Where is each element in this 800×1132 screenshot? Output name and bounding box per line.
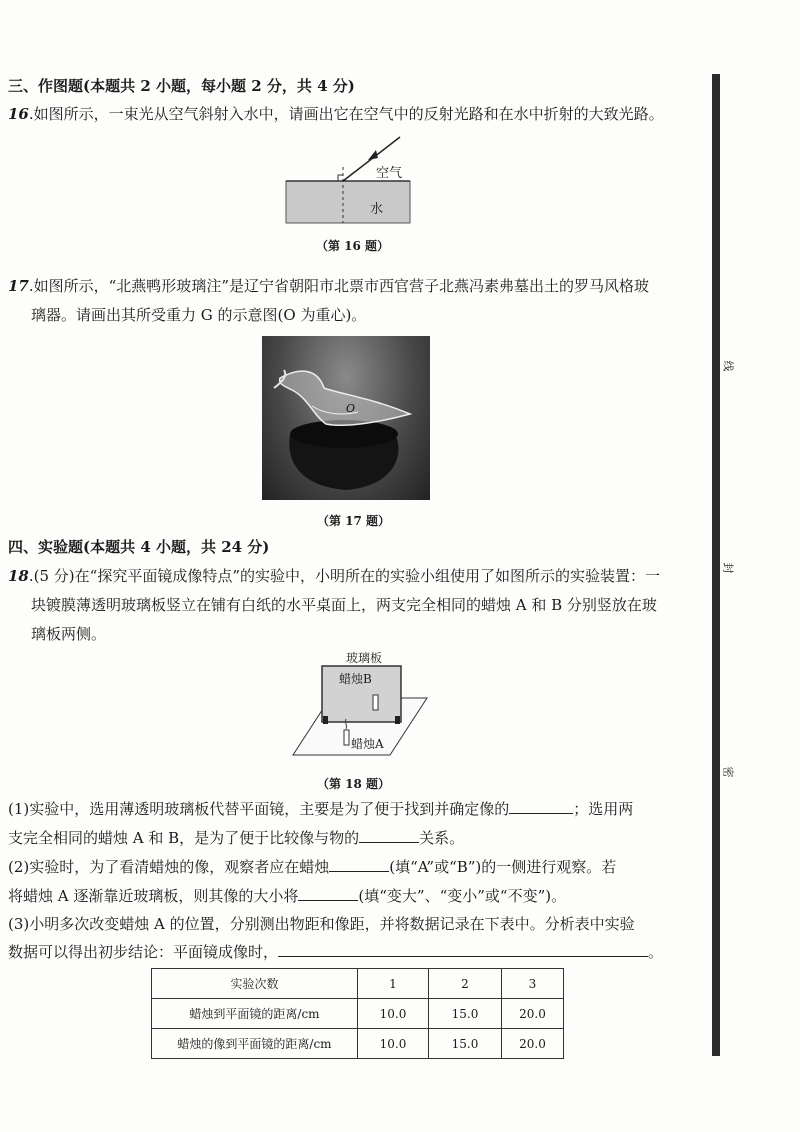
- sub-question-2-text-d: (填“变大”、“变小”或“不变”)。: [358, 887, 567, 905]
- experiment-data-table: [151, 968, 564, 1059]
- table-header-cell: 实验次数: [152, 969, 358, 999]
- sub-question-3-text-c: 。: [648, 943, 664, 961]
- glass-vessel: [280, 371, 410, 425]
- sub-question-1-text-c: 支完全相同的蜡烛 A 和 B，是为了便于比较像与物的: [8, 829, 360, 847]
- candle-b: [373, 695, 378, 710]
- section-4-heading: 四、实验题(本题共 4 小题，共 24 分): [8, 538, 270, 556]
- figure-16-caption: （第 16 题）: [316, 239, 390, 253]
- binding-margin-bar: [712, 74, 720, 1056]
- question-17-line-2: 璃器。请画出其所受重力 G 的示意图(O 为重心)。: [31, 306, 367, 324]
- figure-17-photo: [262, 336, 430, 500]
- table-cell: 蜡烛的像到平面镜的距离/cm: [152, 1029, 358, 1059]
- table-cell: 20.0: [502, 1029, 564, 1059]
- table-cell: 10.0: [358, 999, 429, 1029]
- table-cell: 15.0: [429, 999, 502, 1029]
- table-cell: 20.0: [502, 999, 564, 1029]
- answer-blank-observe-side[interactable]: [329, 857, 389, 872]
- figure-18-caption: （第 18 题）: [317, 777, 391, 791]
- sub-question-1-text-a: (1)实验中，选用薄透明玻璃板代替平面镜，主要是为了便于找到并确定像的: [8, 800, 510, 818]
- glass-vessel-photo: [262, 336, 430, 500]
- center-of-gravity-label: O: [346, 402, 356, 415]
- question-18-line-1: [8, 566, 660, 586]
- question-17-line-1: [8, 276, 649, 296]
- candle-a: [344, 730, 349, 745]
- sub-question-3-line-2: [8, 942, 663, 962]
- table-header-cell: 1: [358, 969, 429, 999]
- right-angle-mark: [338, 175, 343, 181]
- ray-arrowhead: [368, 150, 378, 160]
- answer-blank-image-position[interactable]: [509, 799, 573, 814]
- sub-question-2-line-2: [8, 886, 566, 906]
- question-17-number: 17: [8, 277, 29, 295]
- water-region: [286, 181, 410, 223]
- answer-blank-size-relation[interactable]: [359, 828, 419, 843]
- binding-char-seal: 封: [721, 562, 735, 574]
- label-air: 空气: [376, 166, 403, 181]
- question-16-text: [8, 104, 664, 124]
- sub-question-2-text-b: (填“A”或“B”)的一侧进行观察。若: [389, 858, 617, 876]
- table-header-cell: 2: [429, 969, 502, 999]
- question-18-body: .(5 分)在“探究平面镜成像特点”的实验中，小明所在的实验小组使用了如图所示的实验装置：一: [28, 567, 660, 585]
- table-cell: 15.0: [429, 1029, 502, 1059]
- question-18-number: 18: [8, 567, 29, 585]
- label-water: 水: [370, 202, 384, 217]
- sub-question-1-line-1: [8, 799, 633, 819]
- answer-blank-conclusion[interactable]: [278, 942, 648, 957]
- sub-question-1-text-b: ；选用两: [573, 800, 634, 818]
- plate-stand-left: [323, 716, 328, 724]
- table-cell: 蜡烛到平面镜的距离/cm: [152, 999, 358, 1029]
- table-header-row: [152, 969, 564, 999]
- sub-question-1-text-d: 关系。: [419, 829, 465, 847]
- question-18-line-3: 璃板两侧。: [31, 625, 107, 643]
- table-header-cell: 3: [502, 969, 564, 999]
- question-18-line-2: 块镀膜薄透明玻璃板竖立在铺有白纸的水平桌面上，两支完全相同的蜡烛 A 和 B 分别竖放在玻: [31, 596, 657, 614]
- sub-question-2-text-c: 将蜡烛 A 逐渐靠近玻璃板，则其像的大小将: [8, 887, 299, 905]
- label-glass-plate: 玻璃板: [346, 651, 383, 665]
- sub-question-3-line-1: (3)小明多次改变蜡烛 A 的位置，分别测出物距和像距，并将数据记录在下表中。分析表中实验: [8, 915, 635, 933]
- figure-17-caption: （第 17 题）: [317, 514, 391, 528]
- label-candle-a: 蜡烛A: [351, 737, 384, 751]
- section-3-heading: 三、作图题(本题共 2 小题，每小题 2 分，共 4 分): [8, 77, 355, 95]
- binding-char-secret: 密: [721, 766, 735, 778]
- table-row: [152, 1029, 564, 1059]
- question-16-number: 16: [8, 105, 29, 123]
- plate-stand-right: [395, 716, 400, 724]
- sub-question-3-text-b: 数据可以得出初步结论：平面镜成像时，: [8, 943, 279, 961]
- sub-question-2-line-1: [8, 857, 616, 877]
- label-candle-b: 蜡烛B: [339, 672, 372, 686]
- question-16-body: .如图所示，一束光从空气斜射入水中，请画出它在空气中的反射光路和在水中折射的大致光路。: [28, 105, 664, 123]
- sub-question-1-line-2: [8, 828, 464, 848]
- answer-blank-image-size[interactable]: [298, 886, 358, 901]
- table-row: [152, 999, 564, 1029]
- question-17-body: .如图所示，“北燕鸭形玻璃注”是辽宁省朝阳市北票市西官营子北燕冯素弗墓出土的罗马风格玻: [28, 277, 649, 295]
- table-cell: 10.0: [358, 1029, 429, 1059]
- sub-question-2-text-a: (2)实验时，为了看清蜡烛的像，观察者应在蜡烛: [8, 858, 330, 876]
- binding-char-line: 线: [721, 360, 735, 372]
